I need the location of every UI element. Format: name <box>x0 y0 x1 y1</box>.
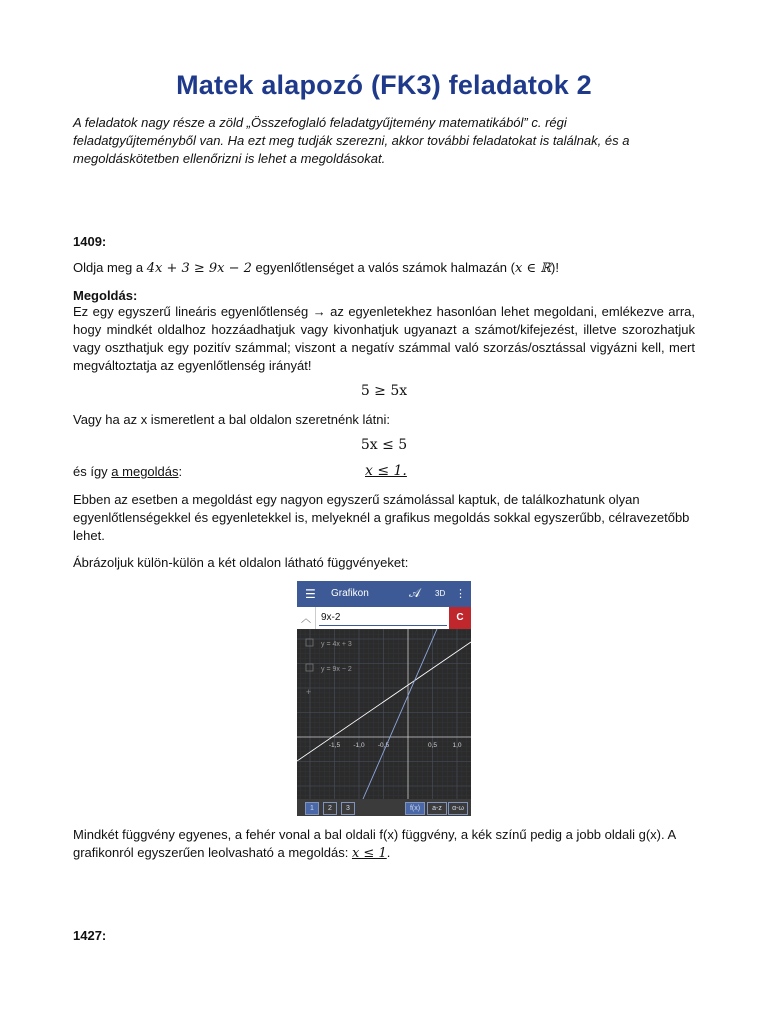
colon-text: : <box>178 464 183 479</box>
page-title: Matek alapozó (FK3) feladatok 2 <box>176 70 592 100</box>
conclusion-end: . <box>386 845 391 860</box>
x-tick-label: -0,5 <box>377 742 390 749</box>
keyboard-tab-latin[interactable]: a-z <box>427 802 447 815</box>
conclusion-math: x ≤ 1 <box>351 846 387 861</box>
input-underline <box>319 625 447 626</box>
graphical-method-paragraph: Ebben az esetben a megoldást egy nagyon egyszerű számolással kaptuk, de találkozhatunk olyan egyenlőtlenségekkel és egyenletekkel is, melyeknél a grafikus megoldás sokkal egyszerűbb, célravezetőbb lehet. <box>73 492 690 543</box>
intro-paragraph: A feladatok nagy része a zöld „Összefoglaló feladatgyűjtemény matematikából” c. régi feladatgyűjteményből van. Ha ezt meg tudják szerezni, akkor további feladatokat is találnak, és a megoldáskötetben ellenőrizni is lehet a megoldásokat. <box>73 115 630 166</box>
x-tick-label: -1,5 <box>328 742 341 749</box>
add-function-icon[interactable]: + <box>306 687 312 697</box>
keyboard-tab-2[interactable]: 2 <box>323 802 337 815</box>
solution-label: Megoldás: <box>73 288 138 303</box>
graphing-app-screenshot <box>297 581 471 816</box>
problem-statement <box>73 259 695 278</box>
three-d-button[interactable]: 3D <box>435 589 446 598</box>
more-vert-icon[interactable]: ⋮ <box>455 587 466 600</box>
problem-number-1409: 1409: <box>73 234 107 249</box>
keyboard-tab-greek[interactable]: α-ω <box>448 802 468 815</box>
keyboard-tab-bar <box>297 799 471 816</box>
statement-text-2: egyenlőtlenséget a valós számok halmazán ( <box>251 260 515 275</box>
keyboard-tab-3[interactable]: 3 <box>341 802 355 815</box>
collapse-chevron-icon[interactable]: ︿ <box>301 614 311 625</box>
function-graph <box>297 629 471 799</box>
x-tick-label: 1,0 <box>452 742 462 749</box>
clear-button[interactable]: C <box>449 607 471 629</box>
step-equation-2: 5x ≤ 5 <box>360 437 408 453</box>
solution-word: a megoldás <box>111 464 179 479</box>
conclusion-text: Mindkét függvény egyenes, a fehér vonal a bal oldali f(x) függvény, a kék színű pedig a jobb oldali g(x). A grafikonról egyszerűen leolvasható a megoldás: <box>73 827 676 860</box>
function-label-2[interactable]: y = 9x − 2 <box>321 666 352 673</box>
function-input-bar <box>297 607 471 629</box>
statement-text-3: )! <box>551 260 559 275</box>
real-set-expression: x ∈ ℝ <box>514 261 551 276</box>
app-title: Grafikon <box>331 588 369 599</box>
graph-background <box>297 629 471 799</box>
x-tick-label: 0,5 <box>427 742 438 749</box>
final-result: x ≤ 1. <box>365 463 407 479</box>
graph-tool-icon[interactable]: 𝒜 <box>409 586 421 600</box>
and-text: és így <box>73 464 112 479</box>
app-header <box>297 581 471 607</box>
x-tick-label: -1,0 <box>353 742 365 749</box>
function-label-1[interactable]: y = 4x + 3 <box>321 641 352 648</box>
function-input[interactable]: 9x-2 <box>321 612 341 623</box>
statement-text-1: Oldja meg a <box>73 260 147 275</box>
keyboard-tab-functions[interactable]: f(x) <box>405 802 425 815</box>
solution-paragraph: Ez egy egyszerű lineáris egyenlőtlenség → az egyenletekhez hasonlóan lehet megoldani, emlékezve arra, hogy mindkét oldalhoz hozzáadhatjuk vagy kivonhatjuk ugyanazt a számot/kifejezést, illetve szorozhatjuk vagy oszthatjuk egy pozitív számmal; viszont a negatív számmal való szorzás/osztással vigyázni kell, mert megváltoztatja az egyenlőtlenség irányát! <box>73 304 695 373</box>
step-equation-1: 5 ≥ 5x <box>360 383 408 399</box>
inequality-expression: 4x + 3 ≥ 9x − 2 <box>146 261 252 276</box>
keyboard-tab-1[interactable]: 1 <box>305 802 319 815</box>
input-separator <box>315 607 316 629</box>
plot-instruction: Ábrázoljuk külön-külön a két oldalon látható függvényeket: <box>73 555 409 570</box>
problem-number-1427: 1427: <box>73 928 107 943</box>
unknown-left-text: Vagy ha az x ismeretlent a bal oldalon szeretnénk látni: <box>73 412 390 427</box>
conclusion-paragraph <box>73 826 695 863</box>
hamburger-icon[interactable]: ☰ <box>305 587 316 601</box>
